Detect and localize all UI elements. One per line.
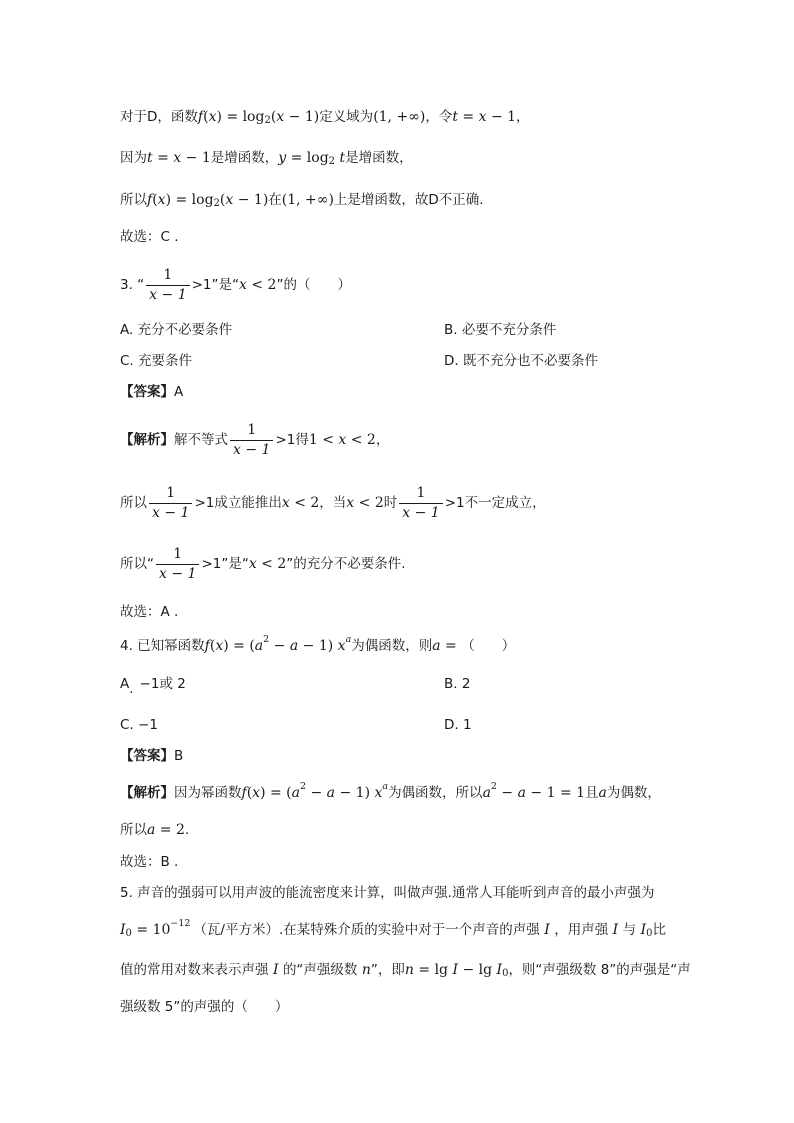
q3-analysis-3: 所以“ $\frac{1}{x - 1}$ >1”是“ x < 2 ”的充分不必要条件. [120, 545, 406, 582]
q4-analysis-1: 【解析】 因为幂函数 f ( x ) = ( a 2 − a − 1) x a 为偶函数，所以 a 2 − a − 1 = 1 且 a 为偶数， [120, 781, 661, 801]
fraction: $\frac{1}{x - 1}$ [149, 484, 192, 523]
q4-answer: 【答案】 B [120, 748, 184, 764]
q4-option-c: C. −1 [120, 717, 158, 733]
q3-answer: 【答案】 A [120, 384, 184, 400]
q5-line-4: 强级数 5”的声强的（ ） [120, 999, 289, 1015]
q4-option-b: B. 2 [444, 676, 471, 692]
fraction: $\frac{1}{x - 1}$ [230, 421, 273, 460]
fraction: $\frac{1}{x - 1}$ [156, 545, 199, 584]
q4-choose: 故选：B . [120, 854, 179, 870]
q3-option-b: B. 必要不充分条件 [444, 322, 557, 338]
q3-stem: 3. “ $\frac{1}{x - 1}$ >1”是“ x < 2 ”的（ ） [120, 266, 351, 303]
q3-choose: 故选：A . [120, 604, 179, 620]
q5-line-2: I 0 = 10 −12 （瓦/平方米）.在某特殊介质的实验中对于一个声音的声强 I ，用声强 I 与 I 0 比 [120, 918, 666, 939]
q4-analysis-2: 所以 a = 2 . [120, 822, 190, 838]
q5-line-3: 值的常用对数来表示声强 I 的“声强级数 n ”，即 n = lg I − lg I 0 ，则“声强级数 8”的声强是“声 [120, 962, 691, 979]
prev-line-2: 因为 t = x − 1 是增函数， y = log 2 t 是增函数， [120, 150, 413, 167]
q3-option-d: D. 既不充分也不必要条件 [444, 353, 598, 369]
q3-option-a: A. 充分不必要条件 [120, 322, 233, 338]
q4-stem: 4. 已知幂函数 f ( x ) = ( a 2 − a − 1) x a 为偶函数，则 a = （ ） [120, 634, 516, 654]
q3-option-c: C. 充要条件 [120, 353, 193, 369]
fraction: $\frac{1}{x - 1}$ [146, 266, 189, 305]
q3-analysis-1: 【解析】 解不等式 $\frac{1}{x - 1}$ >1得 1 < x < 2 ， [120, 421, 390, 458]
q4-option-a: A . −1或 2 [120, 676, 186, 697]
fraction: $\frac{1}{x - 1}$ [399, 484, 442, 523]
q4-option-d: D. 1 [444, 717, 472, 733]
prev-line-3: 所以 f ( x ) = log 2 ( x − 1) 在 (1, +∞) 上是增函数，故D不正确. [120, 192, 484, 209]
q5-line-1: 5. 声音的强弱可以用声波的能流密度来计算，叫做声强.通常人耳能听到声音的最小声强为 [120, 885, 655, 901]
q3-analysis-2: 所以 $\frac{1}{x - 1}$ >1成立能推出 x < 2 ，当 x < 2 时 $\frac{1}{x - 1}$ >1不一定成立， [120, 484, 546, 521]
prev-choose: 故选：C . [120, 229, 179, 245]
prev-line-1: 对于D，函数 f ( x ) = log 2 ( x − 1) 定义域为 (1, +∞) ，令 t = x − 1 ， [120, 109, 530, 126]
